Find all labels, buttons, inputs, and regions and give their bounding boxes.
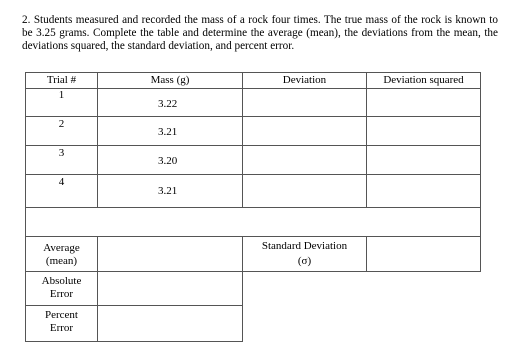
question-text: 2. Students measured and recorded the mass of a rock four times. The true mass of the rock is known to be 3.25 grams. Complete the table and determine the average (mean), the deviations from the mean, the deviations squared, the standard deviation, and percent error. (22, 14, 498, 52)
trial-1: 1 (58, 89, 65, 101)
trial-3: 3 (58, 147, 65, 159)
mass-1: 3.22 (158, 98, 178, 110)
percent-error-line2: Error (49, 322, 74, 334)
header-mass: Mass (g) (150, 74, 190, 86)
header-deviation-squared: Deviation squared (383, 74, 464, 86)
trial-4: 4 (58, 176, 65, 188)
percent-error-line1: Percent (45, 309, 78, 321)
header-deviation: Deviation (282, 74, 327, 86)
mass-4: 3.21 (158, 185, 178, 197)
mass-3: 3.20 (158, 155, 178, 167)
mass-2: 3.21 (158, 126, 178, 138)
std-dev-label-line2: (σ) (297, 255, 312, 267)
trial-2: 2 (58, 118, 65, 130)
average-label-line1: Average (43, 242, 80, 254)
absolute-error-line1: Absolute (41, 275, 82, 287)
average-label-line2: (mean) (45, 255, 78, 267)
header-trial: Trial # (46, 74, 77, 86)
std-dev-label-line1: Standard Deviation (261, 240, 348, 252)
blank-row (26, 208, 481, 237)
absolute-error-line2: Error (49, 288, 74, 300)
